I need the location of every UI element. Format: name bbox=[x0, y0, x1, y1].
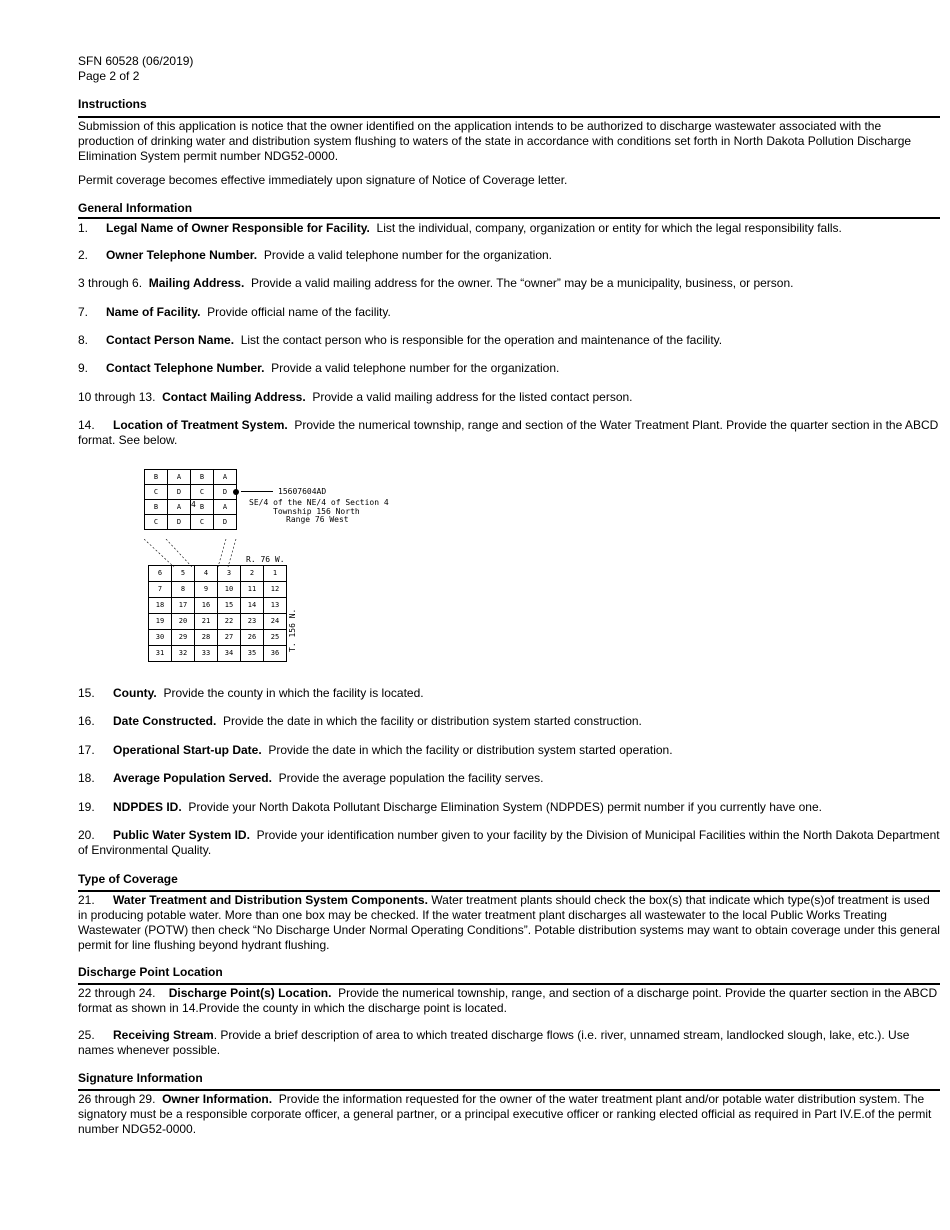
item-20: 20. Public Water System ID. Provide your identification number given to your facility by the Division of Municipal Facilities within the North Dakota Department of Environmental Quality. bbox=[78, 828, 940, 857]
location-desc-2: Township 156 North bbox=[273, 507, 360, 516]
form-id: SFN 60528 (06/2019) bbox=[78, 54, 194, 68]
location-code: 15607604AD bbox=[278, 487, 327, 496]
item-26-29: 26 through 29. Owner Information. Provide the information requested for the owner of the water treatment plant and/or potable water distribution system. The signatory must be a responsible corporate officer, a general partner, or a principal executive officer or ranking elected official as required in Part IV.E.of the permit number NDG52-0000. bbox=[78, 1089, 940, 1137]
location-dot bbox=[233, 489, 239, 495]
item-18: 18. Average Population Served. Provide the average population the facility serves. bbox=[78, 771, 544, 785]
instructions-heading: Instructions bbox=[78, 97, 147, 111]
section-center-label: 4 bbox=[191, 500, 196, 509]
item-21: 21. Water Treatment and Distribution System Components. Water treatment plants should check the box(s) that indicate which type(s)of treatment is used in producing potable water. More than one box may be checked. If the water treatment plant discharges all wastewater to the local Public Works Treating Wastewater (POTW) then check “No Discharge Under Normal Operating Conditions”. Potable distribution systems may want to obtain coverage under this general permit for line flushing beyond hydrant flushing. bbox=[78, 890, 940, 953]
location-desc-1: SE/4 of the NE/4 of Section 4 bbox=[249, 498, 389, 507]
location-desc-3: Range 76 West bbox=[286, 515, 349, 524]
heading-rule bbox=[78, 217, 940, 219]
form-header bbox=[78, 54, 193, 84]
general-info-heading: General Information bbox=[78, 201, 193, 215]
item-8: 8. Contact Person Name. List the contact person who is responsible for the operation and maintenance of the facility. bbox=[78, 333, 723, 347]
signature-heading: Signature Information bbox=[78, 1071, 203, 1085]
item-9: 9. Contact Telephone Number. Provide a valid telephone number for the organization. bbox=[78, 361, 560, 375]
item-15: 15. County. Provide the county in which the facility is located. bbox=[78, 686, 424, 700]
instructions-paragraph-2: Permit coverage becomes effective immediately upon signature of Notice of Coverage letter. bbox=[78, 173, 568, 187]
item-22-24: 22 through 24. Discharge Point(s) Location. Provide the numerical township, range, and section of a discharge point. Provide the quarter section in the ABCD format as shown in 14.Provide the county in which the discharge point is located. bbox=[78, 983, 940, 1016]
pointer-arrow bbox=[241, 491, 273, 492]
township-label: T. 156 N. bbox=[288, 608, 297, 652]
item-10-13: 10 through 13. Contact Mailing Address. Provide a valid mailing address for the listed contact person. bbox=[78, 390, 633, 404]
item-3-6: 3 through 6. Mailing Address. Provide a valid mailing address for the owner. The “owner” may be a municipality, business, or person. bbox=[78, 276, 794, 290]
quarter-section-grid: B A B A C D C D B A B A C D C D bbox=[144, 469, 237, 530]
item-17: 17. Operational Start-up Date. Provide the date in which the facility or distribution system started operation. bbox=[78, 743, 673, 757]
item-19: 19. NDPDES ID. Provide your North Dakota Pollutant Discharge Elimination System (NDPDES) permit number if you currently have one. bbox=[78, 800, 822, 814]
item-1: 1. Legal Name of Owner Responsible for Facility. List the individual, company, organization or entity for which the legal responsibility falls. bbox=[78, 221, 842, 235]
instructions-paragraph-1: Submission of this application is notice that the owner identified on the application intends to be authorized to discharge wastewater associated with the production of drinking water and distribution system flushing to waters of the state in accordance with conditions set forth in North Dakota Pollution Discharge Elimination System permit number NDG52-0000. bbox=[78, 116, 940, 164]
item-16: 16. Date Constructed. Provide the date in which the facility or distribution system started construction. bbox=[78, 714, 642, 728]
item-2: 2. Owner Telephone Number. Provide a valid telephone number for the organization. bbox=[78, 248, 552, 262]
item-7: 7. Name of Facility. Provide official name of the facility. bbox=[78, 305, 391, 319]
range-label: R. 76 W. bbox=[246, 555, 285, 564]
page-number: Page 2 of 2 bbox=[78, 69, 140, 83]
coverage-heading: Type of Coverage bbox=[78, 872, 178, 886]
discharge-heading: Discharge Point Location bbox=[78, 965, 223, 979]
item-14: 14. Location of Treatment System. Provide the numerical township, range and section of the Water Treatment Plant. Provide the quarter section in the ABCD format. See below. bbox=[78, 418, 939, 447]
township-sections-grid: 6 5 4 3 2 1 7 8 9 10 11 12 18 17 16 15 14 13 19 20 21 22 23 24 30 29 28 27 26 25 31 32 33 34 35 36 bbox=[148, 565, 287, 662]
item-25: 25. Receiving Stream. Provide a brief description of area to which treated discharge flows (i.e. river, unnamed stream, landlocked slough, lake, etc.). Use names whenever possible. bbox=[78, 1028, 910, 1057]
